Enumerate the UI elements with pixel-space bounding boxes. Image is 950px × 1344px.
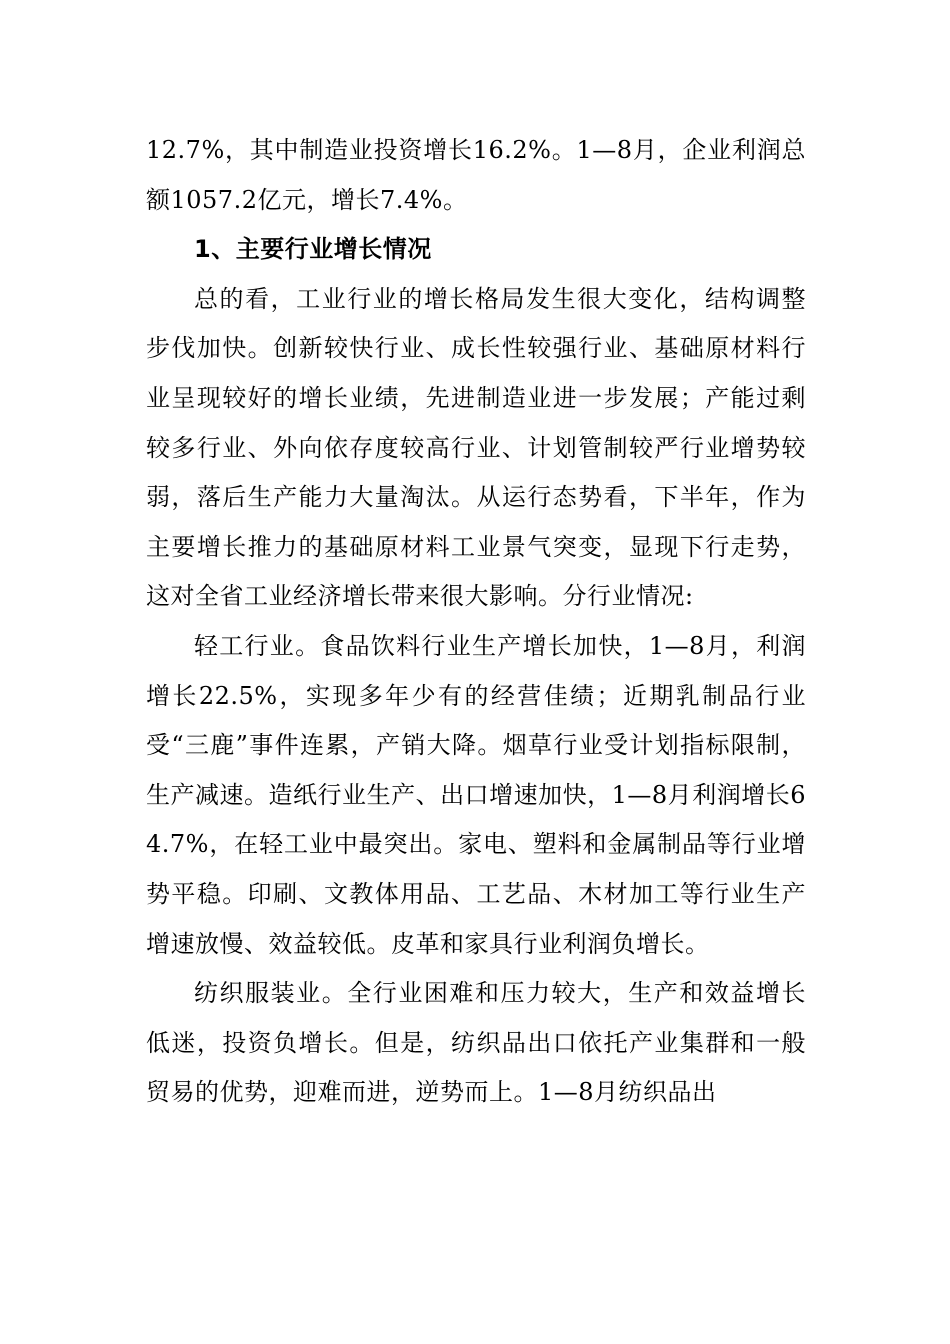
paragraph-light-industry: 轻工行业。食品饮料行业生产增长加快，1—8月，利润增长22.5%，实现多年少有的经营佳绩；近期乳制品行业受“三鹿”事件连累，产销大降。烟草行业受计划指标限制，生产减速。造纸行业生产、出口增速加快，1—8月利润增长64.7%，在轻工业中最突出。家电、塑料和金属制品等行业增势平稳。印刷、文教体用品、工艺品、木材加工等行业生产增速放慢、效益较低。皮革和家具行业利润负增长。 <box>146 631 806 958</box>
section-heading: 1、主要行业增长情况 <box>194 235 432 264</box>
paragraph-overview: 总的看，工业行业的增长格局发生很大变化，结构调整步伐加快。创新较快行业、成长性较强行业、基础原材料行业呈现较好的增长业绩，先进制造业进一步发展；产能过剩较多行业、外向依存度较高行业、计划管制较严行业增势较弱，落后生产能力大量淘汰。从运行态势看，下半年，作为主要增长推力的基础原材料工业景气突变，显现下行走势，这对全省工业经济增长带来很大影响。分行业情况: <box>146 284 806 611</box>
paragraph-textile-apparel: 纺织服装业。全行业困难和压力较大，生产和效益增长低迷，投资负增长。但是，纺织品出口依托产业集群和一般贸易的优势，迎难而进，逆势而上。1—8月纺织品出 <box>146 979 806 1107</box>
paragraph-continuation: 12.7%，其中制造业投资增长16.2%。1—8月，企业利润总额1057.2亿元，增长7.4%。 <box>146 136 806 214</box>
document-body <box>146 126 806 1118</box>
